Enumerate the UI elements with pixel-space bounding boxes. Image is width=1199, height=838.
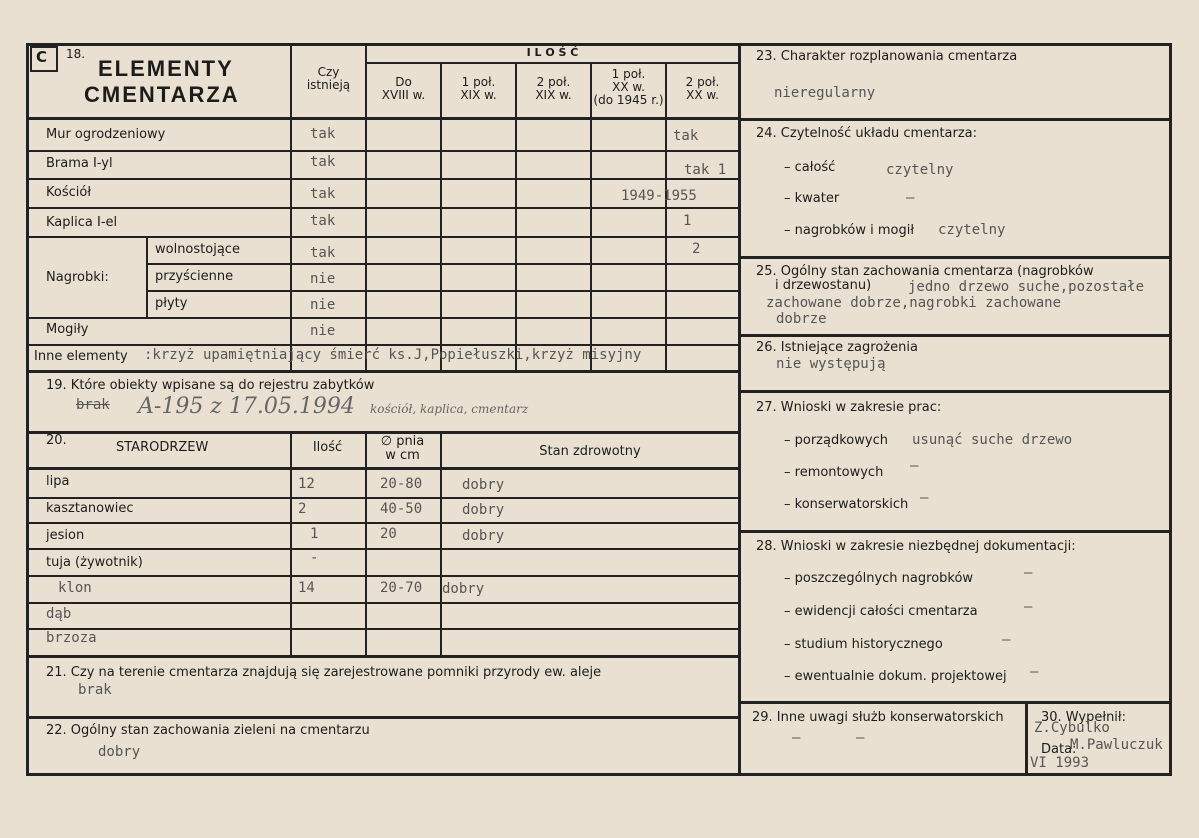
s20-col-line	[365, 431, 367, 657]
s24-item-value: –	[906, 190, 915, 206]
s29-s30-divider	[1025, 701, 1028, 773]
nagrobki-divider	[146, 236, 148, 317]
tree-name: dąb	[46, 606, 72, 622]
s27-item-label: – konserwatorskich	[784, 497, 909, 512]
s28-item-value: –	[1024, 599, 1033, 615]
tree-ilosc: 12	[298, 476, 315, 492]
tree-ilosc: -	[310, 550, 319, 566]
s20-col-pnia: ∅ pnia w cm	[380, 434, 425, 464]
s23-value: nieregularny	[774, 85, 876, 101]
section-line	[740, 334, 1172, 337]
tree-stan: dobry	[462, 502, 505, 518]
s19-register-number: A-195 z 17.05.1994	[138, 394, 355, 419]
s27-item-label: – porządkowych	[784, 433, 888, 448]
s18-title-2: CMENTARZA	[84, 82, 240, 107]
tree-pnia: 20-80	[380, 476, 423, 492]
section-line	[740, 118, 1172, 121]
s23-label: 23. Charakter rozplanowania cmentarza	[756, 49, 1018, 64]
ilosc-underline	[367, 62, 738, 64]
kosciol-date-span: 1949-1955	[621, 188, 697, 204]
s30-data-label: Data:	[1041, 742, 1077, 757]
frame-top	[26, 43, 1172, 46]
row-label: Brama I-yl	[46, 156, 113, 171]
row-label: Kaplica I-el	[46, 215, 118, 230]
s26-value: nie występują	[776, 356, 886, 372]
czy-value: tak	[310, 154, 336, 170]
xx2-value: 2	[692, 241, 701, 257]
section-line	[740, 530, 1172, 533]
czy-value: nie	[310, 271, 336, 287]
s28-label: 28. Wnioski w zakresie niezbędnej dokumentacji:	[756, 539, 1076, 554]
s24-item-label: – całość	[784, 160, 836, 175]
section-letter: C	[36, 48, 48, 66]
tree-pnia: 40-50	[380, 501, 423, 517]
s28-item-label: – poszczególnych nagrobków	[784, 571, 974, 586]
section-line	[26, 716, 740, 719]
s28-item-value: –	[1030, 664, 1039, 680]
s30-date: VI 1993	[1030, 755, 1090, 771]
s25-label-2: i drzewostanu)	[775, 278, 872, 293]
row-line	[28, 522, 738, 524]
row-label: Mogiły	[46, 322, 89, 337]
frame-left	[26, 43, 29, 776]
s24-item-label: – kwater	[784, 191, 840, 206]
s28-item-label: – ewentualnie dokum. projektowej	[784, 669, 1007, 684]
row-line	[28, 602, 738, 604]
inne-value: :krzyż upamiętniający śmierć ks.J,Popiełuszki,krzyż misyjny	[144, 347, 642, 363]
s25-value-1: jedno drzewo suche,pozostałe	[908, 279, 1145, 295]
tree-name: brzoza	[46, 630, 97, 646]
row-line	[28, 548, 738, 550]
s28-item-label: – studium historycznego	[784, 637, 943, 652]
row-line	[28, 207, 738, 209]
row-line	[28, 150, 738, 152]
s24-item-value: czytelny	[886, 162, 954, 178]
s20-col-line	[440, 431, 442, 657]
s18-title-1: ELEMENTY	[98, 56, 234, 81]
tree-ilosc: 2	[298, 501, 307, 517]
s30-label: 30. Wypełnił:	[1041, 710, 1126, 725]
col-1pol-xx-header: 1 poł. XX w. (do 1945 r.)	[593, 67, 664, 108]
xx2-value: tak 1	[684, 162, 727, 178]
tree-name: klon	[58, 580, 92, 596]
s20-title: STARODRZEW	[116, 440, 209, 455]
s18-col-line	[665, 62, 667, 372]
s22-label: 22. Ogólny stan zachowania zieleni na cmentarzu	[46, 723, 370, 738]
s30-name-1: Z.Cybulko	[1034, 720, 1110, 736]
col-czy-header: Czy istnieją	[306, 65, 351, 93]
s21-label: 21. Czy na terenie cmentarza znajdują się zarejestrowane pomniki przyrody ew. aleje	[46, 665, 602, 680]
col-do-xviii-header: Do XVIII w.	[381, 75, 426, 103]
s18-col-line	[440, 62, 442, 372]
s19-label: 19. Które obiekty wpisane są do rejestru zabytków	[46, 378, 375, 393]
row-line	[28, 497, 738, 499]
row-label: Mur ogrodzeniowy	[46, 127, 166, 142]
s27-item-value: usunąć suche drzewo	[912, 432, 1073, 448]
s18-col-line	[590, 62, 592, 372]
s24-item-label: – nagrobków i mogił	[784, 223, 915, 238]
col-2pol-xix-header: 2 poł. XIX w.	[535, 75, 572, 103]
row-line	[26, 467, 740, 470]
s20-col-ilosc: Ilość	[312, 440, 343, 455]
tree-stan: dobry	[442, 581, 485, 597]
tree-ilosc: 1	[310, 526, 319, 542]
s29-value: –	[856, 730, 865, 746]
czy-value: nie	[310, 323, 336, 339]
nagrobki-label: Nagrobki:	[46, 270, 109, 285]
czy-value: tak	[310, 213, 336, 229]
row-line	[26, 117, 738, 120]
row-line	[28, 317, 738, 319]
row-line	[28, 178, 738, 180]
section-line	[26, 655, 740, 658]
xx2-value: 1	[683, 213, 692, 229]
tree-pnia: 20-70	[380, 580, 423, 596]
s25-label-1: 25. Ogólny stan zachowania cmentarza (nagrobków	[756, 264, 1094, 279]
frame-right	[1169, 43, 1172, 776]
s28-item-value: –	[1002, 632, 1011, 648]
s28-item-label: – ewidencji całości cmentarza	[784, 604, 978, 619]
s27-item-value: –	[910, 458, 919, 474]
tree-stan: dobry	[462, 528, 505, 544]
s27-label: 27. Wnioski w zakresie prac:	[756, 400, 942, 415]
s18-col-line	[290, 46, 292, 372]
row-label: Kościół	[46, 185, 92, 200]
row-line	[28, 236, 738, 238]
row-label: płyty	[155, 296, 188, 311]
tree-pnia: 20	[380, 526, 397, 542]
col-2pol-xx-header: 2 poł. XX w.	[685, 75, 720, 103]
tree-name: jesion	[46, 528, 85, 543]
tree-stan: dobry	[462, 477, 505, 493]
czy-value: nie	[310, 297, 336, 313]
row-line	[146, 263, 738, 265]
czy-value: tak	[310, 245, 336, 261]
s28-item-value: –	[1024, 565, 1033, 581]
s21-value: brak	[78, 682, 112, 698]
s24-label: 24. Czytelność układu cmentarza:	[756, 126, 978, 141]
s20-number: 20.	[46, 433, 67, 448]
row-line	[28, 344, 738, 346]
s25-value-2: zachowane dobrze,nagrobki zachowane	[766, 295, 1062, 311]
frame-bottom	[26, 773, 1172, 776]
section-line	[740, 701, 1172, 704]
s24-item-value: czytelny	[938, 222, 1006, 238]
row-line	[28, 628, 738, 630]
s29-value: –	[792, 730, 801, 746]
s30-name-2: M.Pawluczuk	[1070, 737, 1163, 753]
s18-number: 18.	[66, 47, 86, 61]
row-label: wolnostojące	[155, 242, 240, 257]
section-line	[740, 390, 1172, 393]
middle-divider	[738, 43, 741, 776]
tree-name: lipa	[46, 474, 70, 489]
s18-col-line	[515, 62, 517, 372]
tree-name: kasztanowiec	[46, 501, 134, 516]
row-line	[146, 290, 738, 292]
czy-value: tak	[310, 126, 336, 142]
tree-name: tuja (żywotnik)	[46, 555, 143, 570]
xx2-value: tak	[673, 128, 699, 144]
col-ilosc-header: I L O Ś Ć	[526, 46, 579, 59]
s27-item-value: –	[920, 490, 929, 506]
s19-note: kościół, kaplica, cmentarz	[370, 402, 529, 416]
s19-crossed: brak	[76, 397, 110, 413]
s22-value: dobry	[98, 744, 141, 760]
s26-label: 26. Istniejące zagrożenia	[756, 340, 918, 355]
row-label: przyścienne	[155, 269, 234, 284]
row-line	[28, 575, 738, 577]
s20-col-stan: Stan zdrowotny	[539, 444, 641, 459]
section-line	[740, 256, 1172, 259]
czy-value: tak	[310, 186, 336, 202]
tree-ilosc: 14	[298, 580, 315, 596]
inne-label: Inne elementy	[34, 349, 128, 364]
s25-value-3: dobrze	[776, 311, 827, 327]
s29-label: 29. Inne uwagi służb konserwatorskich	[752, 710, 1004, 725]
s20-col-line	[290, 431, 292, 657]
col-1pol-xix-header: 1 poł. XIX w.	[460, 75, 497, 103]
section-line	[26, 370, 740, 373]
s27-item-label: – remontowych	[784, 465, 884, 480]
